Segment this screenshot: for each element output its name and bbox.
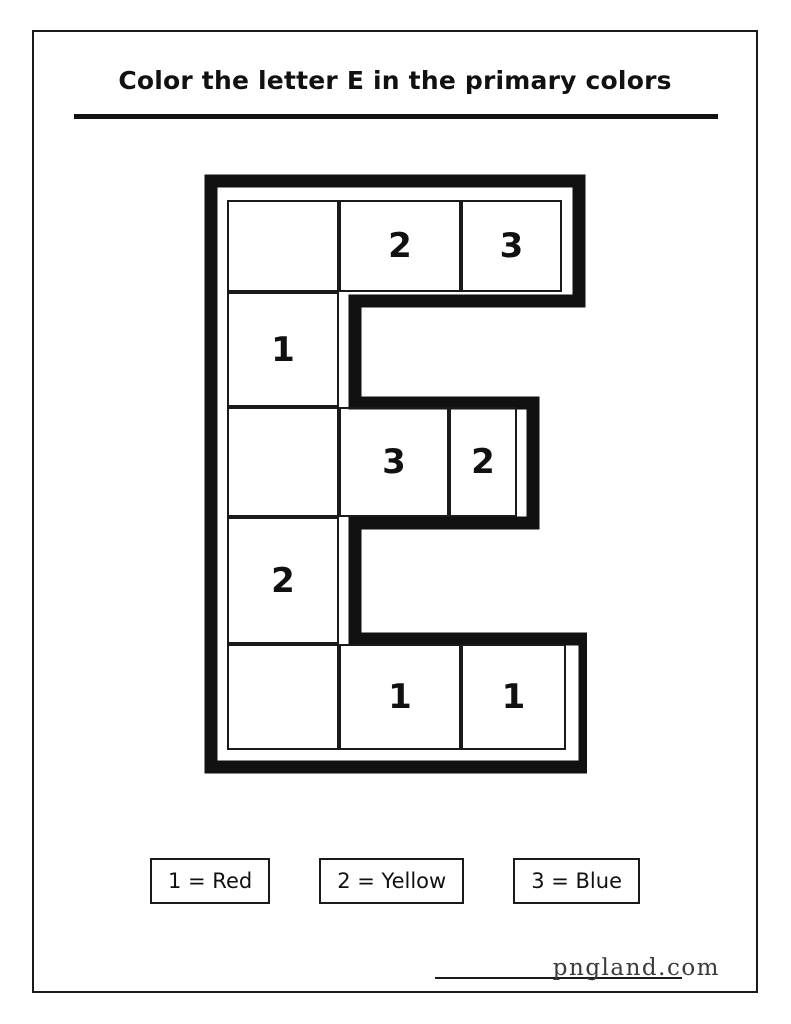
legend-item-yellow: 2 = Yellow [319, 858, 464, 904]
grid-cell-number: 1 [271, 329, 295, 370]
grid-cell[interactable] [227, 200, 339, 292]
grid-cell[interactable] [339, 200, 461, 292]
grid-cell[interactable] [339, 407, 449, 517]
grid-cell-number: 2 [271, 560, 295, 601]
grid-cell-number: 2 [388, 226, 412, 266]
grid-cell-number: 1 [388, 677, 412, 717]
grid-cell[interactable] [339, 644, 461, 750]
legend-item-blue: 3 = Blue [513, 858, 640, 904]
grid-cell[interactable] [461, 644, 566, 750]
grid-cell-number: 1 [501, 677, 526, 717]
title-divider [74, 114, 718, 119]
grid-cell[interactable] [461, 200, 562, 292]
grid-cell[interactable] [227, 517, 339, 644]
color-legend [150, 857, 640, 905]
grid-cell-number: 3 [499, 226, 524, 266]
grid-cell[interactable] [227, 644, 339, 750]
grid-cell[interactable] [449, 407, 517, 517]
footer-credit: pngland.com [552, 955, 720, 981]
legend-item-red: 1 = Red [150, 858, 270, 904]
letter-e-coloring-grid [203, 173, 587, 775]
page-title: Color the letter E in the primary colors [118, 66, 672, 95]
grid-cell-number: 3 [382, 442, 406, 482]
grid-cell[interactable] [227, 292, 339, 407]
grid-cell[interactable] [227, 407, 339, 517]
grid-cell-number: 2 [471, 442, 495, 482]
